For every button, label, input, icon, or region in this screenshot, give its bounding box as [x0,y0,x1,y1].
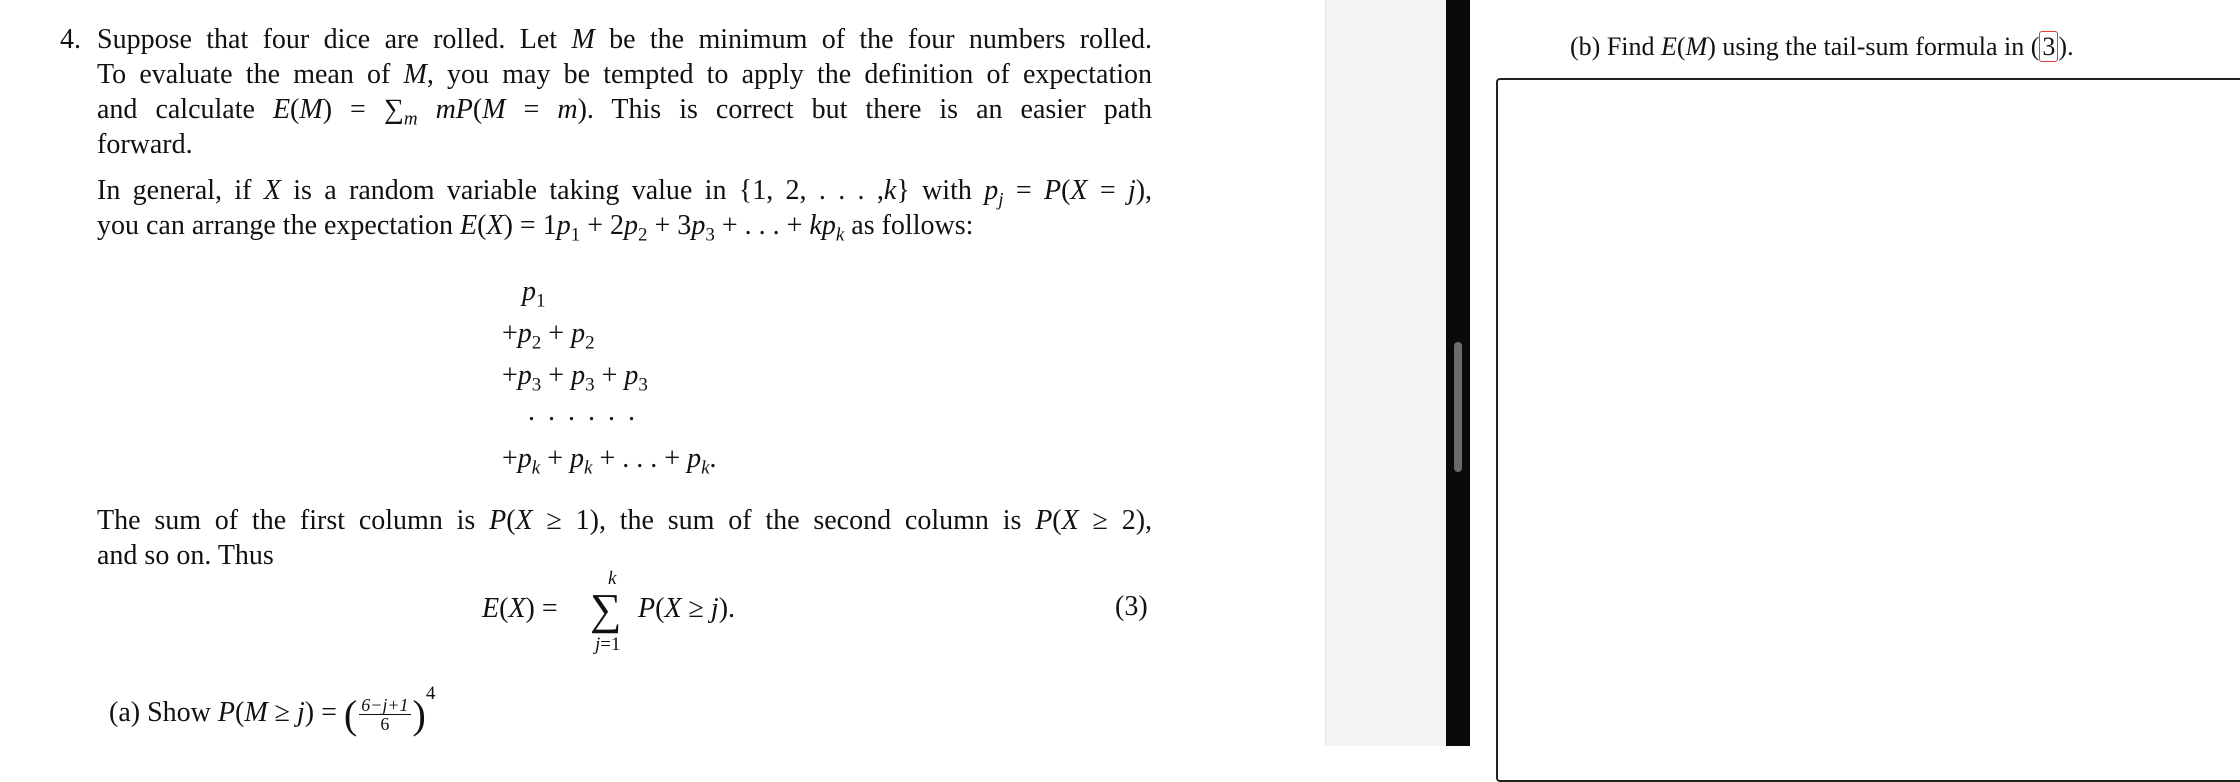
column-line-2: and so on. Thus [97,540,274,571]
arrangement-row-3: $+p_3 + p_3 + p_3$ [502,360,648,396]
column-line-1: The sum of the first column is P(X ≥ 1), the sum of the second column is P(X ≥ 2), [97,505,1153,536]
intro-line-2: To evaluate the mean of M, you may be tempted to apply the definition of expectation [97,59,1152,90]
page-gutter [1325,0,1447,746]
arrangement-row-k: $+p_k + p_k$ + . . . + $p_k$. [502,443,717,479]
general-line-2: you can arrange the expectation $E(X) = 1p_1 + 2p_2 + 3p_3$ + . . . + $kp_k$ as follows: [97,210,974,246]
part-b-question: (b) Find E(M) using the tail-sum formula in ( 3 ). [1570,32,2074,61]
intro-line-4: forward. [97,129,193,160]
answer-box[interactable] [1496,78,2240,782]
scrollbar-thumb[interactable] [1454,342,1462,472]
arrangement-row-1: $p_1$ [522,276,546,312]
equation-number: (3) [1115,591,1148,622]
intro-line-1: Suppose that four dice are rolled. Let M be the minimum of the four numbers rolled. [97,24,1153,55]
problem-number: 4. [60,24,81,55]
split-divider[interactable] [1446,0,1470,746]
arrangement-row-2: $+p_2 + p_2$ [502,318,595,354]
answer-page-right [1470,0,2240,746]
equation-ref-link[interactable]: 3 [2039,31,2058,62]
general-line-1: In general, if X is a random variable taking value in {1, 2, . . . ,k} with $p_j = P(X = j)$, [97,175,1153,211]
tail-sum-equation: E(X) = k ∑ j=1 P(X ≥ j). [482,568,736,655]
intro-line-3: and calculate $E(M) = \sum_m$ mP(M = m). This is correct but there is an easier path [97,94,1153,130]
arrangement-dots: . . . . . . [528,396,638,427]
part-a-question: (a) Show P(M ≥ j) = ( $\frac{6-j+1}{6}$ )$^4$ [109,683,436,738]
